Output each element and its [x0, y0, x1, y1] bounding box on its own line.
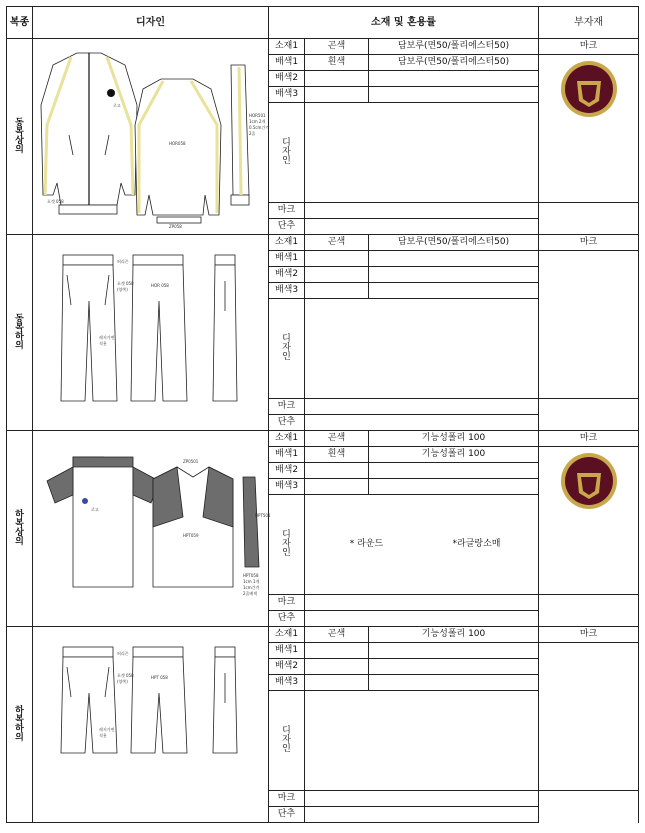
row-label-button: 단추 — [269, 611, 305, 627]
kind-char: 동 — [15, 117, 24, 128]
row-label-material1: 소재1 — [269, 39, 305, 55]
design-label-char: 인 — [282, 156, 291, 166]
design-sketch-cell — [33, 39, 269, 235]
design-label-char: 인 — [282, 352, 291, 362]
material1-fabric: 기능성폴리 100 — [369, 627, 539, 643]
svg-text:레저가변: 레저가변 — [99, 334, 115, 340]
kind-char: 동 — [15, 313, 24, 324]
garment-kind-label — [7, 627, 33, 823]
svg-text:1cm 2개: 1cm 2개 — [249, 118, 266, 124]
svg-text:2줄: 2줄 — [249, 130, 256, 136]
row-label-mark: 마크 — [269, 595, 305, 611]
school-emblem-icon — [559, 451, 619, 511]
svg-text:ZP058: ZP058 — [169, 223, 182, 229]
design-label-char: 디 — [282, 334, 291, 344]
accessory-mark-image — [539, 447, 639, 595]
kind-char: 상 — [15, 135, 24, 146]
accessory-mark-label: 마크 — [539, 627, 639, 643]
svg-text:HPT 058: HPT 058 — [151, 674, 168, 680]
kind-char: 복 — [15, 518, 24, 529]
svg-text:포켓 058: 포켓 058 — [47, 198, 64, 204]
row-label-trim3: 배색3 — [269, 87, 305, 103]
row-label-trim3: 배색3 — [269, 283, 305, 299]
row-label-material1: 소재1 — [269, 431, 305, 447]
design-sketch-cell — [33, 431, 269, 627]
garment-kind-label — [7, 39, 33, 235]
row-label-trim2: 배색2 — [269, 267, 305, 283]
accessory-mark-label: 마크 — [539, 431, 639, 447]
kind-char: 의 — [15, 536, 24, 547]
material1-fabric: 기능성폴리 100 — [369, 431, 539, 447]
trim2-color — [305, 659, 369, 675]
design-sketch-cell — [33, 627, 269, 823]
material1-color: 곤색 — [305, 235, 369, 251]
svg-text:2줄배색: 2줄배색 — [243, 590, 258, 596]
header-design: 디자인 — [33, 7, 269, 39]
material1-color: 곤색 — [305, 431, 369, 447]
accessory-mark-image — [539, 55, 639, 203]
kind-char: 복 — [15, 714, 24, 725]
svg-text:HPT059: HPT059 — [183, 532, 199, 538]
kind-char: 하 — [15, 331, 24, 342]
tshirt-sketch — [33, 437, 271, 621]
svg-text:포켓 058: 포켓 058 — [117, 672, 134, 678]
design-label-char: 디 — [282, 138, 291, 148]
row-label-material1: 소재1 — [269, 627, 305, 643]
header-kind: 복종 — [7, 7, 33, 39]
row-label-trim1: 배색1 — [269, 447, 305, 463]
row-label-trim1: 배색1 — [269, 643, 305, 659]
trim1-fabric: 기능성폴리 100 — [369, 447, 539, 463]
kind-char: 의 — [15, 144, 24, 155]
svg-text:HOR058: HOR058 — [169, 140, 186, 146]
jacket-sketch — [33, 45, 270, 229]
button-detail — [305, 611, 539, 627]
kind-char: 하 — [15, 723, 24, 734]
design-notes — [305, 103, 539, 203]
svg-text:로고: 로고 — [91, 506, 99, 512]
row-label-design — [269, 103, 305, 203]
header-accessory: 부자재 — [539, 7, 639, 39]
svg-text:적용: 적용 — [99, 732, 107, 738]
button-detail — [305, 807, 539, 823]
svg-text:HPT501: HPT501 — [255, 512, 271, 518]
design-label-char: 인 — [282, 548, 291, 558]
design-notes — [305, 299, 539, 399]
row-label-button: 단추 — [269, 807, 305, 823]
trim3-color — [305, 479, 369, 495]
design-label-char: 자 — [282, 539, 291, 549]
mark-detail — [305, 791, 539, 807]
design-notes — [305, 691, 539, 791]
svg-text:HOR501: HOR501 — [249, 112, 266, 118]
design-sketch-cell — [33, 235, 269, 431]
pants-sketch — [33, 241, 263, 425]
mark-detail — [305, 399, 539, 415]
header-row — [7, 7, 639, 39]
svg-text:(양쪽): (양쪽) — [117, 678, 128, 684]
row-label-trim3: 배색3 — [269, 479, 305, 495]
button-detail — [305, 219, 539, 235]
row-label-mark: 마크 — [269, 791, 305, 807]
kind-char: 상 — [15, 527, 24, 538]
trim1-fabric — [369, 643, 539, 659]
trim1-color: 흰색 — [305, 55, 369, 71]
design-label-char: 자 — [282, 735, 291, 745]
trim3-fabric — [369, 283, 539, 299]
spec-row — [7, 627, 639, 643]
trim2-fabric — [369, 267, 539, 283]
spec-row — [7, 235, 639, 251]
button-detail — [305, 415, 539, 431]
spec-row — [7, 39, 639, 55]
svg-text:HPT058: HPT058 — [243, 572, 259, 578]
row-label-trim2: 배색2 — [269, 659, 305, 675]
svg-text:0.5cm간격: 0.5cm간격 — [249, 124, 270, 130]
trim2-fabric — [369, 463, 539, 479]
design-label-char: 자 — [282, 343, 291, 353]
trim1-fabric — [369, 251, 539, 267]
garment-kind-label — [7, 431, 33, 627]
svg-text:1cm간격: 1cm간격 — [243, 584, 260, 590]
row-label-design — [269, 495, 305, 595]
school-emblem-icon — [559, 59, 619, 119]
trim3-color — [305, 283, 369, 299]
trim2-color — [305, 71, 369, 87]
svg-text:(양쪽): (양쪽) — [117, 286, 128, 292]
design-label-char: 인 — [282, 744, 291, 754]
design-label-char: 자 — [282, 147, 291, 157]
svg-text:포켓 058: 포켓 058 — [117, 280, 134, 286]
svg-text:로고: 로고 — [113, 102, 121, 108]
row-label-trim1: 배색1 — [269, 55, 305, 71]
trim3-color — [305, 675, 369, 691]
accessory-mark-image — [539, 643, 639, 791]
mark-detail — [305, 203, 539, 219]
trim1-color — [305, 251, 369, 267]
design-notes — [305, 495, 539, 595]
mark-detail — [305, 595, 539, 611]
row-label-trim3: 배색3 — [269, 675, 305, 691]
svg-text:허리끈: 허리끈 — [117, 650, 129, 656]
material1-fabric: 담보루(면50/폴리에스터50) — [369, 235, 539, 251]
trim3-fabric — [369, 479, 539, 495]
kind-char: 의 — [15, 340, 24, 351]
row-label-trim2: 배색2 — [269, 463, 305, 479]
uniform-spec-table — [6, 6, 639, 823]
row-label-design — [269, 691, 305, 791]
row-label-design — [269, 299, 305, 399]
pants-sketch — [33, 633, 263, 817]
kind-char: 의 — [15, 732, 24, 743]
row-label-button: 단추 — [269, 415, 305, 431]
trim3-color — [305, 87, 369, 103]
trim3-fabric — [369, 87, 539, 103]
svg-text:허리끈: 허리끈 — [117, 258, 129, 264]
row-label-mark: 마크 — [269, 399, 305, 415]
trim2-fabric — [369, 659, 539, 675]
accessory-mark-label: 마크 — [539, 235, 639, 251]
design-note-sleeve: *라글랑소매 — [452, 539, 501, 549]
trim1-color — [305, 643, 369, 659]
accessory-mark-label: 마크 — [539, 39, 639, 55]
trim2-color — [305, 267, 369, 283]
material1-color: 곤색 — [305, 39, 369, 55]
trim2-color — [305, 463, 369, 479]
row-label-button: 단추 — [269, 219, 305, 235]
accessory-mark-image — [539, 251, 639, 399]
spec-row — [7, 431, 639, 447]
garment-kind-label — [7, 235, 33, 431]
kind-char: 복 — [15, 322, 24, 333]
svg-text:적용: 적용 — [99, 340, 107, 346]
trim3-fabric — [369, 675, 539, 691]
row-label-trim2: 배색2 — [269, 71, 305, 87]
row-label-trim1: 배색1 — [269, 251, 305, 267]
kind-char: 복 — [15, 126, 24, 137]
row-label-material1: 소재1 — [269, 235, 305, 251]
trim1-fabric: 담보루(면50/폴리에스터50) — [369, 55, 539, 71]
svg-text:HOR 058: HOR 058 — [151, 282, 169, 288]
material1-fabric: 담보루(면50/폴리에스터50) — [369, 39, 539, 55]
svg-text:레저가변: 레저가변 — [99, 726, 115, 732]
design-label-char: 디 — [282, 726, 291, 736]
trim1-color: 흰색 — [305, 447, 369, 463]
svg-text:ZP0501: ZP0501 — [183, 458, 199, 464]
kind-char: 하 — [15, 705, 24, 716]
design-label-char: 디 — [282, 530, 291, 540]
trim2-fabric — [369, 71, 539, 87]
kind-char: 하 — [15, 509, 24, 520]
design-note-neck: * 라운드 — [349, 539, 384, 549]
material1-color: 곤색 — [305, 627, 369, 643]
row-label-mark: 마크 — [269, 203, 305, 219]
svg-text:1cm 1개: 1cm 1개 — [243, 578, 260, 584]
header-material: 소재 및 혼용률 — [269, 7, 539, 39]
